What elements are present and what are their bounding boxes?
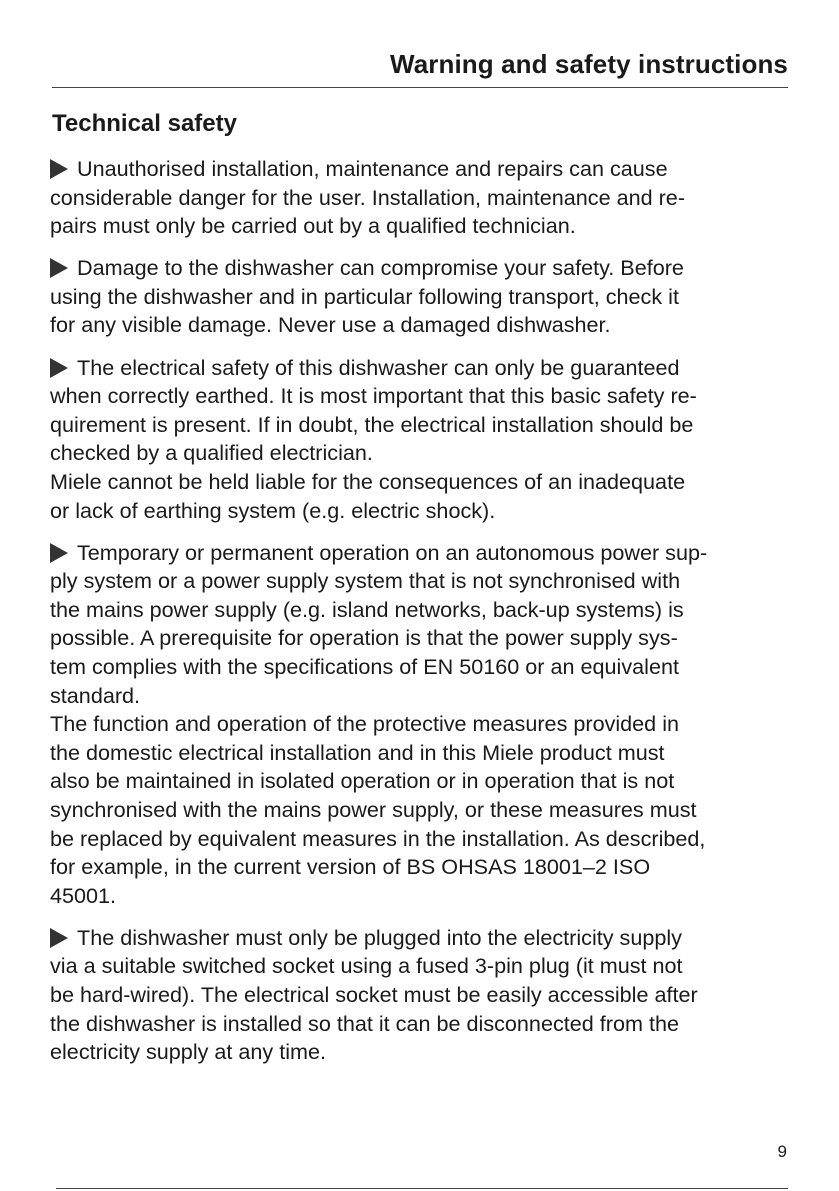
safety-paragraph-damage xyxy=(50,254,791,340)
paragraph-line: the dishwasher is installed so that it can be disconnected from the xyxy=(50,1010,679,1036)
paragraph-line: or lack of earthing system (e.g. electric shock). xyxy=(50,497,496,523)
paragraph-line: possible. A prerequisite for operation is that the power supply sys- xyxy=(50,625,678,651)
paragraph-line xyxy=(50,254,791,283)
paragraph-line: checked by a qualified electrician. xyxy=(50,440,373,466)
paragraph-line: via a suitable switched socket using a fused 3-pin plug (it must not xyxy=(50,953,683,979)
paragraph-line xyxy=(50,539,791,568)
triangle-bullet-icon xyxy=(50,928,68,948)
paragraph-line: for any visible damage. Never use a damaged dishwasher. xyxy=(50,312,611,338)
paragraph-line-text: Temporary or permanent operation on an autonomous power sup- xyxy=(77,539,708,565)
paragraph-line: quirement is present. If in doubt, the electrical installation should be xyxy=(50,411,694,437)
paragraph-line: pairs must only be carried out by a qualified technician. xyxy=(50,213,576,239)
paragraph-line: be hard-wired). The electrical socket must be easily accessible after xyxy=(50,982,698,1008)
paragraph-line xyxy=(50,924,791,953)
paragraph-line-text: Unauthorised installation, maintenance and repairs can cause xyxy=(77,156,668,181)
paragraph-line: Miele cannot be held liable for the consequences of an inadequate xyxy=(50,468,686,494)
paragraph-line: synchronised with the mains power supply, or these measures must xyxy=(50,796,697,822)
triangle-bullet-icon xyxy=(50,358,68,378)
paragraph-line-text: Damage to the dishwasher can compromise your safety. Before xyxy=(77,255,684,281)
paragraph-line: standard. xyxy=(50,682,141,708)
safety-paragraph-socket xyxy=(50,924,791,1067)
paragraph-line: for example, in the current version of BS OHSAS 18001–2 ISO xyxy=(50,854,651,880)
safety-paragraph-earthing xyxy=(50,354,791,526)
footer-divider xyxy=(56,1188,788,1189)
paragraph-line: electricity supply at any time. xyxy=(50,1039,327,1065)
paragraph-line: also be maintained in isolated operation or in operation that is not xyxy=(50,768,675,794)
page-content xyxy=(50,108,791,1080)
section-title: Technical safety xyxy=(52,110,237,137)
triangle-bullet-icon xyxy=(50,159,68,179)
paragraph-line: tem complies with the specifications of EN 50160 or an equivalent xyxy=(50,654,679,679)
paragraph-line: be replaced by equivalent measures in the installation. As described, xyxy=(50,825,706,851)
paragraph-line: 45001. xyxy=(50,882,117,908)
triangle-bullet-icon xyxy=(50,543,68,563)
paragraph-line: using the dishwasher and in particular following transport, check it xyxy=(50,283,679,309)
paragraph-line: considerable danger for the user. Installation, maintenance and re- xyxy=(50,184,686,210)
paragraph-line: when correctly earthed. It is most important that this basic safety re- xyxy=(50,383,697,409)
page-number: 9 xyxy=(777,1142,787,1161)
page-header xyxy=(52,47,788,88)
safety-paragraph-installation xyxy=(50,155,791,241)
paragraph-line: the domestic electrical installation and in this Miele product must xyxy=(50,739,665,765)
paragraph-line: The function and operation of the protective measures provided in xyxy=(50,711,680,737)
paragraph-line-text: The electrical safety of this dishwasher can only be guaranteed xyxy=(77,354,680,380)
paragraph-line xyxy=(50,155,791,184)
paragraph-line: the mains power supply (e.g. island networks, back-up systems) is xyxy=(50,596,684,622)
paragraph-line: ply system or a power supply system that is not synchronised with xyxy=(50,568,681,594)
paragraph-line xyxy=(50,354,791,383)
triangle-bullet-icon xyxy=(50,258,68,278)
paragraph-line-text: The dishwasher must only be plugged into the electricity supply xyxy=(77,924,682,950)
page-header-title: Warning and safety instructions xyxy=(390,49,788,79)
safety-paragraph-power-supply xyxy=(50,539,791,911)
